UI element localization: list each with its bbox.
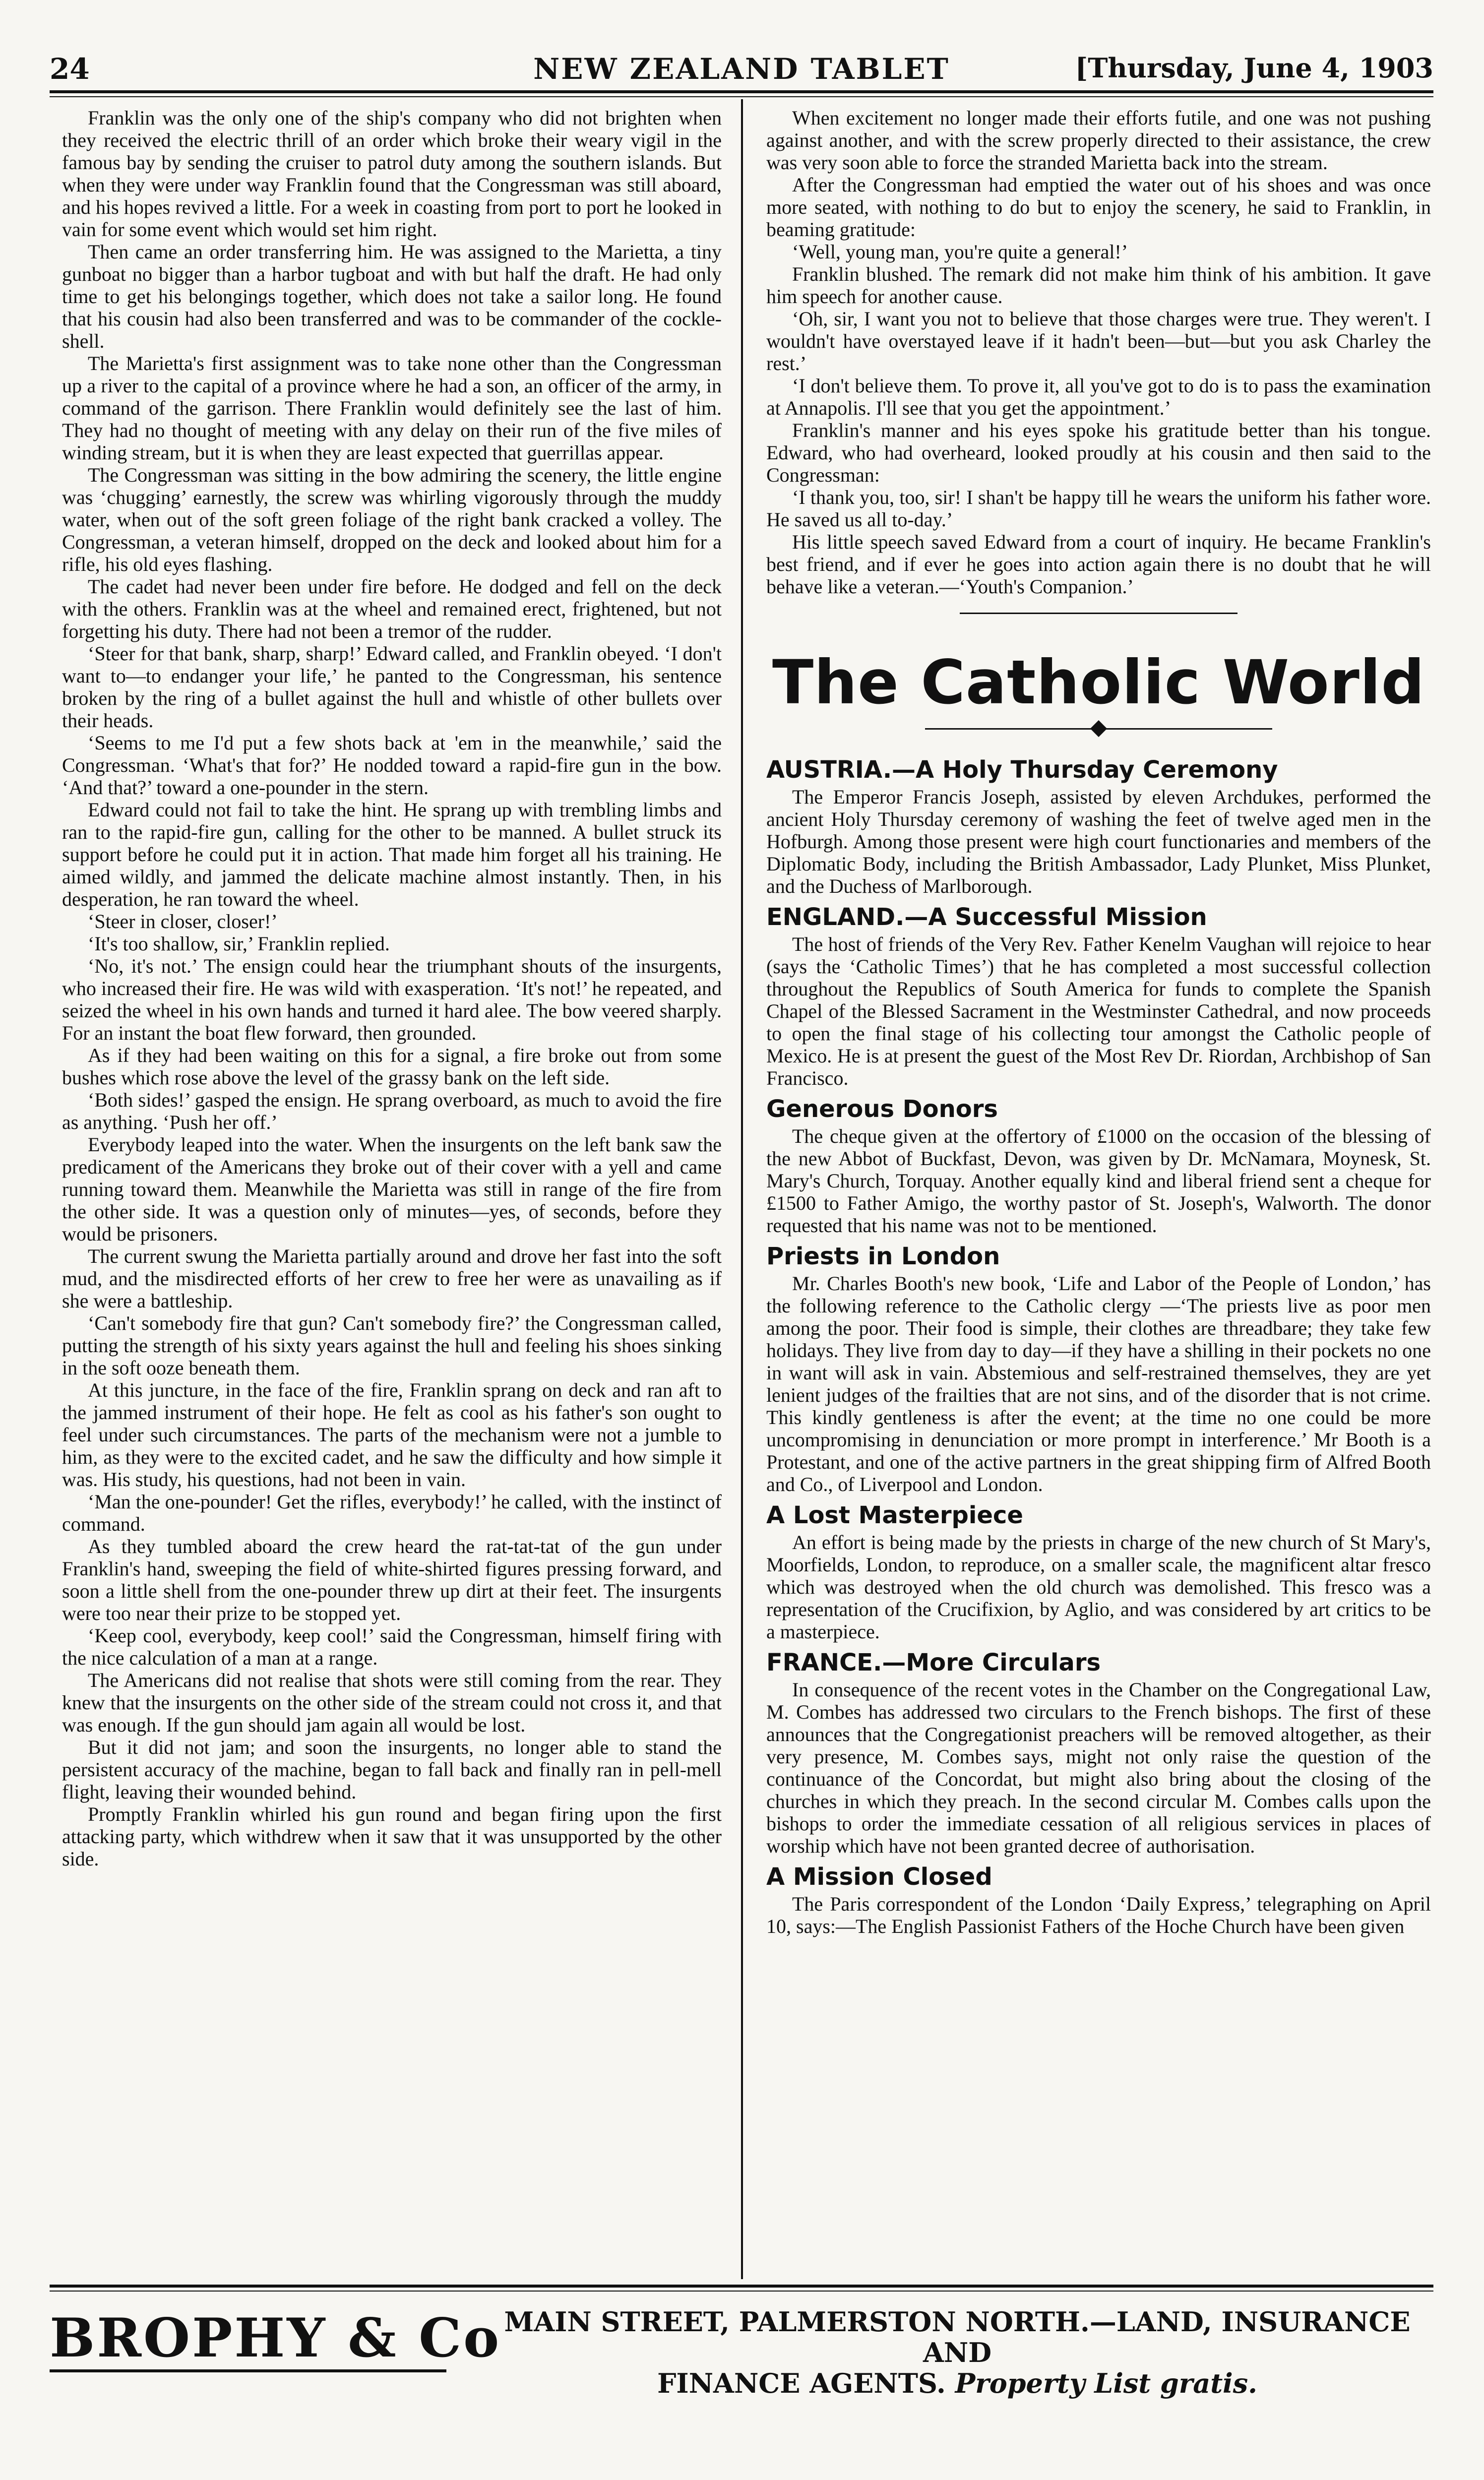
article-heading: AUSTRIA.—A Holy Thursday Ceremony — [766, 756, 1278, 784]
story-paragraph: The cadet had never been under fire before. He dodged and fell on the deck with the others. Franklin was at the wheel and remained erect, frightened, but not forgetting his duty. There had not been a tremor of the rudder. — [62, 575, 722, 642]
ad-line-2-main: FINANCE AGENTS. — [657, 2367, 946, 2399]
article-heading: A Mission Closed — [766, 1863, 992, 1891]
story-paragraph: The Americans did not realise that shots were still coming from the rear. They knew that the insurgents on the other side of the stream could not cross it, and that was enough. If the gun should jam again all would be lost. — [62, 1669, 722, 1736]
story-paragraph: ‘I thank you, too, sir! I shan't be happy till he wears the uniform his father wore. He saved us all to-day.’ — [766, 486, 1431, 531]
story-paragraph: ‘Oh, sir, I want you not to believe that those charges were true. They weren't. I wouldn't have overstayed leave if it hadn't been—but—but you ask Charley the rest.’ — [766, 308, 1431, 374]
story-paragraph: The current swung the Marietta partially around and drove her fast into the soft mud, and the misdirected efforts of her crew to free her were as unavailing as if she were a battleship. — [62, 1245, 722, 1312]
story-paragraph: The Marietta's first assignment was to take none other than the Congressman up a river to the capital of a province where he had a son, an officer of the army, in command of the garrison. There Franklin would definitely see the last of him. They had no thought of meeting with any delay on their run of the five miles of winding stream, but it is when they are least expected that guerrillas appear. — [62, 352, 722, 464]
masthead — [50, 47, 1433, 88]
newspaper-title: NEW ZEALAND TABLET — [533, 52, 950, 86]
article-heading: Priests in London — [766, 1242, 1000, 1270]
article-body: The cheque given at the offertory of £1000 on the occasion of the blessing of the new Abbot of Buckfast, Devon, was given by Dr. McNamara, Moynesk, St. Mary's Church, Torquay. Another equally kind and liberal friend sent a cheque for £1500 to Father Amigo, the worthy pastor of St. Joseph's, Walworth. The donor requested that his name was not to be mentioned. — [766, 1125, 1431, 1237]
advertisement-text — [486, 2306, 1428, 2399]
story-paragraph: ‘Steer for that bank, sharp, sharp!’ Edward called, and Franklin obeyed. ‘I don't want to—to endanger your life,’ he panted to the Congressman, his sentence broken by the ring of a bullet against the hull and whistle of other bullets over their heads. — [62, 642, 722, 732]
masthead-rule-thick — [50, 90, 1433, 93]
article-body: The host of friends of the Very Rev. Father Kenelm Vaughan will rejoice to hear (says the ‘Catholic Times’) that he has completed a most successful collection throughout the Republics of South America for funds to complete the Spanish Chapel of the Blessed Sacrament in the Westminster Cathedral, and now proceeds to open the final stage of his collecting tour amongst the Catholic people of Mexico. He is at present the guest of the Most Rev Dr. Riordan, Archbishop of San Francisco. — [766, 933, 1431, 1089]
story-paragraph: ‘It's too shallow, sir,’ Franklin replied. — [88, 932, 390, 955]
story-paragraph: But it did not jam; and soon the insurgents, no longer able to stand the persistent accuracy of the machine, began to fall back and finally ran in pell-mell flight, leaving their wounded behind. — [62, 1736, 722, 1803]
advertiser-name: BROPHY & Co — [50, 2307, 501, 2369]
story-paragraph: His little speech saved Edward from a court of inquiry. He became Franklin's best friend, and if ever he goes into action again there is no doubt that he will behave like a veteran.—‘Youth's Companion.’ — [766, 531, 1431, 598]
story-paragraph: When excitement no longer made their efforts futile, and one was not pushing against another, and with the screw properly directed to their assistance, the crew was very soon able to force the stranded Marietta back into the stream. — [766, 107, 1431, 174]
issue-date: [Thursday, June 4, 1903 — [1075, 52, 1433, 84]
story-paragraph: Franklin was the only one of the ship's company who did not brighten when they received the electric thrill of an order which broke their weary vigil in the famous bay by sending the cruiser to patrol duty among the southern islands. But when they were under way Franklin found that the Congressman was still aboard, and his hopes revived a little. For a week in coasting from port to port he looked in vain for some event which would set him right. — [62, 107, 722, 241]
story-paragraph: Franklin's manner and his eyes spoke his gratitude better than his tongue. Edward, who had overheard, looked proudly at his cousin and then said to the Congressman: — [766, 419, 1431, 486]
article-body: The Emperor Francis Joseph, assisted by eleven Archdukes, performed the ancient Holy Thursday ceremony of washing the feet of twelve aged men in the Hofburgh. Among those present were high court functionaries and members of the Diplomatic Body, including the British Ambassador, Lady Plunket, Miss Plunket, and the Duchess of Marlborough. — [766, 786, 1431, 897]
story-paragraph: After the Congressman had emptied the water out of his shoes and was once more seated, with nothing to do but to enjoy the scenery, he said to Franklin, in beaming gratitude: — [766, 174, 1431, 241]
story-paragraph: As they tumbled aboard the crew heard the rat-tat-tat of the gun under Franklin's hand, sweeping the field of white-shirted figures pressing forward, and soon a little shell from the one-pounder threw up dirt at their feet. The insurgents were too near their prize to be stopped yet. — [62, 1535, 722, 1624]
article-heading: A Lost Masterpiece — [766, 1501, 1023, 1529]
article-body: Mr. Charles Booth's new book, ‘Life and Labor of the People of London,’ has the following reference to the Catholic clergy —‘The priests live as poor men among the poor. Their food is simple, their clothes are threadbare; they take few holidays. They live from day to day—if they have a shilling in their pockets no one in want will ask in vain. Abstemious and self-restrained themselves, they are yet lenient judges of the frailties that are not sins, and of the disorder that is not crime. This kindly gentleness is after the event; at the time no one could be more uncompromising in denunciation or more prompt in interference.’ Mr Booth is a Protestant, and one of the active partners in the great shipping firm of Alfred Booth and Co., of Liverpool and London. — [766, 1272, 1431, 1495]
page-number: 24 — [50, 52, 90, 86]
article-body: In consequence of the recent votes in the Chamber on the Congregational Law, M. Combes has addressed two circulars to the French bishops. The first of these announces that the Congregationist preachers will be removed altogether, as their very presence, M. Combes says, might not only raise the question of the continuance of the Concordat, but might also bring about the closing of the churches in which they preach. In the second circular M. Combes calls upon the bishops to order the immediate cessation of all religious services in places of worship which have not been granted decree of authorisation. — [766, 1678, 1431, 1857]
story-paragraph: ‘Well, young man, you're quite a general!’ — [792, 241, 1128, 263]
story-paragraph: Edward could not fail to take the hint. He sprang up with trembling limbs and ran to the rapid-fire gun, calling for the other to be manned. A bullet struck its support before he could put it in action. That made him forget all his training. He aimed wildly, and jammed the delicate machine almost instantly. Then, in his desperation, he ran toward the wheel. — [62, 799, 722, 910]
story-paragraph: ‘Both sides!’ gasped the ensign. He sprang overboard, as much to avoid the fire as anything. ‘Push her off.’ — [62, 1089, 722, 1133]
story-paragraph: ‘Steer in closer, closer!’ — [88, 910, 278, 932]
advertiser-underline — [50, 2369, 446, 2372]
footer-rule-thick — [50, 2285, 1433, 2288]
diamond-ornament-icon — [925, 721, 1272, 736]
story-paragraph: ‘Seems to me I'd put a few shots back at 'em in the meanwhile,’ said the Congressman. ‘What's that for?’ He nodded toward a rapid-fire gun in the bow. ‘And that?’ toward a one-pounder in the stern. — [62, 732, 722, 799]
footer-rule-thin — [50, 2291, 1433, 2292]
story-paragraph: Everybody leaped into the water. When the insurgents on the left bank saw the predicament of the Americans they broke out of their cover with a yell and came running toward them. Meanwhile the Marietta was still in range of the fire from the other side. It was a question only of minutes—yes, of seconds, before they would be prisoners. — [62, 1133, 722, 1245]
story-paragraph: ‘I don't believe them. To prove it, all you've got to do is to pass the examination at Annapolis. I'll see that you get the appointment.’ — [766, 374, 1431, 419]
masthead-rule-thin — [50, 96, 1433, 97]
article-body: An effort is being made by the priests in charge of the new church of St Mary's, Moorfields, London, to reproduce, on a smaller scale, the magnificent altar fresco which was destroyed when the old church was demolished. This fresco was a representation of the Crucifixion, by Aglio, and was considered by art critics to be a masterpiece. — [766, 1531, 1431, 1643]
story-paragraph: ‘Can't somebody fire that gun? Can't somebody fire?’ the Congressman called, putting the strength of his sixty years against the hull and feeling his shoes sinking in the soft ooze beneath them. — [62, 1312, 722, 1379]
advertisement — [50, 2301, 1433, 2399]
story-paragraph: ‘Keep cool, everybody, keep cool!’ said the Congressman, himself firing with the nice calculation of a man at a range. — [62, 1624, 722, 1669]
article-heading: FRANCE.—More Circulars — [766, 1649, 1101, 1676]
left-column — [62, 107, 722, 2274]
story-paragraph: As if they had been waiting on this for a signal, a fire broke out from some bushes which rose above the level of the grassy bank on the left side. — [62, 1044, 722, 1089]
article-heading: Generous Donors — [766, 1095, 998, 1123]
ad-line-2 — [486, 2368, 1428, 2399]
article-heading: ENGLAND.—A Successful Mission — [766, 903, 1207, 931]
story-paragraph: ‘No, it's not.’ The ensign could hear the triumphant shouts of the insurgents, who increased their fire. He was wild with exasperation. ‘It's not!’ he repeated, and seized the wheel in his own hands and turned it hard alee. The bow veered sharply. For an instant the boat flew forward, then grounded. — [62, 955, 722, 1044]
column-divider — [741, 99, 743, 2279]
story-paragraph: At this juncture, in the face of the fire, Franklin sprang on deck and ran aft to the jammed instrument of their hope. He felt as cool as his father's son ought to feel under such circumstances. The parts of the mechanism were not a jumble to him, as they were to the excited cadet, and he saw the difficulty and how simple it was. His study, his questions, had not been in vain. — [62, 1379, 722, 1490]
right-column — [766, 107, 1431, 2274]
story-paragraph: ‘Man the one-pounder! Get the rifles, everybody!’ he called, with the instinct of command. — [62, 1490, 722, 1535]
story-paragraph: The Congressman was sitting in the bow admiring the scenery, the little engine was ‘chugging’ earnestly, the screw was whirling vigorously through the muddy water, when out of the soft green foliage of the right bank cracked a volley. The Congressman, a veteran himself, dropped on the deck and looked about him for a rifle, his old eyes flashing. — [62, 464, 722, 575]
ad-line-2-extra: Property List gratis. — [955, 2367, 1257, 2399]
story-paragraph: Then came an order transferring him. He was assigned to the Marietta, a tiny gunboat no bigger than a harbor tugboat and with but half the draft. He had only time to get his belongings together, which does not take a sailor long. He found that his cousin had also been transferred and was to be commander of the cockle-shell. — [62, 241, 722, 352]
story-paragraph: Promptly Franklin whirled his gun round and began firing upon the first attacking party, which withdrew when it saw that it was unsupported by the other side. — [62, 1803, 722, 1870]
article-body: The Paris correspondent of the London ‘Daily Express,’ telegraphing on April 10, says:—The English Passionist Fathers of the Hoche Church have been given — [766, 1893, 1431, 1937]
ad-line-1: MAIN STREET, PALMERSTON NORTH.—LAND, INSURANCE AND — [504, 2306, 1411, 2368]
story-end-rule — [960, 613, 1237, 614]
section-title: The Catholic World — [772, 647, 1425, 718]
story-paragraph: Franklin blushed. The remark did not make him think of his ambition. It gave him speech for another cause. — [766, 263, 1431, 308]
